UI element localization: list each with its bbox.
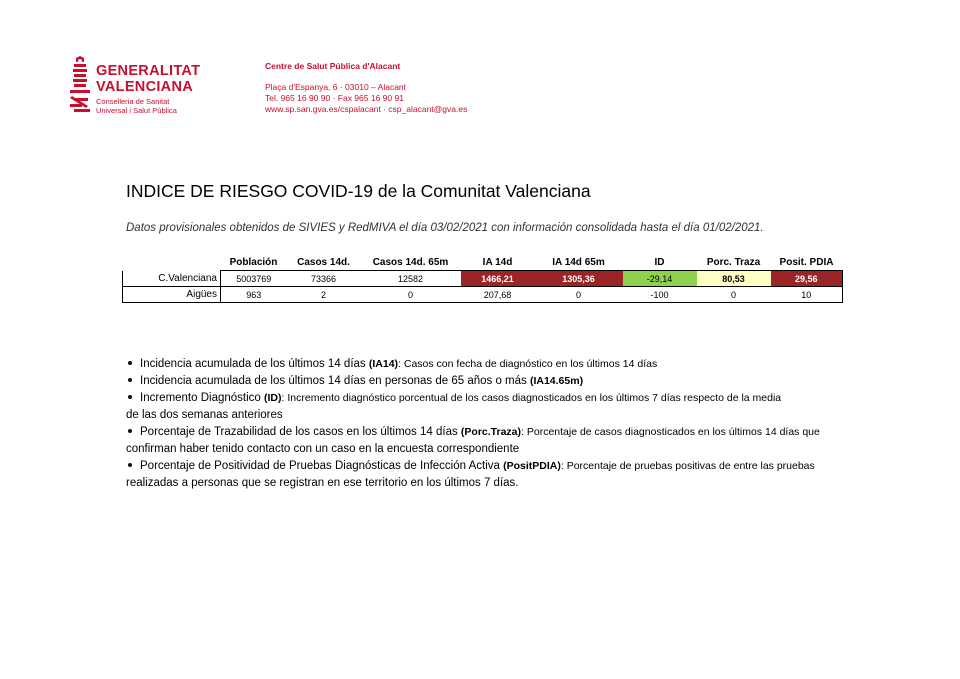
cell-id: -100: [623, 287, 697, 303]
cell-porc-traza: 0: [697, 287, 771, 303]
logo-sub2: Universal i Salut Pública: [96, 106, 177, 115]
header-porc-traza: Porc. Traza: [697, 254, 771, 271]
table-header-row: [123, 254, 843, 271]
list-item-continuation: [126, 407, 906, 424]
logo-sub1: Conselleria de Sanitat: [96, 97, 170, 106]
header-empty: [123, 254, 221, 271]
bullet-icon: [128, 463, 132, 467]
bullet-icon: [128, 395, 132, 399]
definition-cont: realizadas a personas que se registran en ese territorio en los últimos 7 días.: [126, 477, 519, 489]
risk-index-table: [122, 254, 843, 303]
header-casos14d: Casos 14d.: [287, 254, 361, 271]
header-posit-pdia: Posit. PDIA: [771, 254, 843, 271]
logo-line2: VALENCIANA: [96, 79, 193, 95]
cell-ia14d: 207,68: [461, 287, 535, 303]
cell-ia14d65m: 0: [535, 287, 623, 303]
list-item: [126, 424, 906, 441]
definition-desc: : Casos con fecha de diagnóstico en los últimos 14 días: [398, 358, 658, 370]
definition-text: Porcentaje de Trazabilidad de los casos en los últimos 14 días: [140, 426, 461, 438]
list-item-continuation: [126, 441, 906, 458]
header-poblacion: Población: [221, 254, 287, 271]
header-ia14d: IA 14d: [461, 254, 535, 271]
logo-line1: GENERALITAT: [96, 63, 201, 79]
cell-casos14d: 2: [287, 287, 361, 303]
definition-desc: : Incremento diagnóstico porcentual de los casos diagnosticados en los últimos 7 días respecto de la media: [281, 392, 782, 404]
generalitat-emblem-icon: [68, 56, 94, 112]
bullet-icon: [128, 429, 132, 433]
page-subtitle: Datos provisionales obtenidos de SIVIES y RedMIVA el día 03/02/2021 con información consolidada hasta el día 01/02/2021.: [126, 222, 764, 234]
row-label: Aigües: [123, 287, 221, 303]
center-contact-block: [265, 61, 467, 115]
definition-text: Incremento Diagnóstico: [140, 392, 265, 404]
definition-term: (Porc.Traza): [460, 426, 522, 438]
cell-id: -29,14: [623, 271, 697, 287]
row-label: C.Valenciana: [123, 271, 221, 287]
definition-desc: : Porcentaje de casos diagnosticados en los últimos 14 días que: [521, 426, 820, 438]
center-address: Plaça d'Espanya, 6 · 03010 – Alacant: [265, 82, 407, 92]
cell-casos14d65m: 12582: [361, 271, 461, 287]
cell-ia14d: 1466,21: [461, 271, 535, 287]
cell-casos14d: 73366: [287, 271, 361, 287]
definition-text: Incidencia acumulada de los últimos 14 días: [140, 358, 369, 370]
cell-poblacion: 5003769: [221, 271, 287, 287]
definition-text: Porcentaje de Positividad de Pruebas Diagnósticas de Infección Activa: [140, 460, 504, 472]
definition-term: (IA14.65m): [529, 375, 584, 387]
cell-posit-pdia: 29,56: [771, 271, 843, 287]
definition-cont: confirman haber tenido contacto con un caso en la encuesta correspondiente: [126, 443, 520, 455]
bullet-icon: [128, 361, 132, 365]
definition-term: (ID): [264, 392, 282, 404]
header-id: ID: [623, 254, 697, 271]
list-item: [126, 390, 906, 407]
center-web-link[interactable]: www.sp.san.gva.es/cspalacant · csp_alacant@gva.es: [265, 104, 468, 114]
definition-desc: : Porcentaje de pruebas positivas de entre las pruebas: [560, 460, 815, 472]
header-casos14d65m: Casos 14d. 65m: [361, 254, 461, 271]
bullet-icon: [128, 378, 132, 382]
table-row: [123, 271, 843, 287]
definition-term: (PositPDIA): [503, 460, 561, 472]
page-title: INDICE DE RIESGO COVID-19 de la Comunitat Valenciana: [126, 181, 591, 201]
definition-text: Incidencia acumulada de los últimos 14 días en personas de 65 años o más: [140, 375, 530, 387]
definition-term: (IA14): [368, 358, 399, 370]
cell-porc-traza: 80,53: [697, 271, 771, 287]
cell-casos14d65m: 0: [361, 287, 461, 303]
cell-poblacion: 963: [221, 287, 287, 303]
cell-posit-pdia: 10: [771, 287, 843, 303]
header-ia14d65m: IA 14d 65m: [535, 254, 623, 271]
list-item-continuation: [126, 475, 906, 492]
list-item: [126, 458, 906, 475]
list-item: [126, 356, 906, 373]
center-name: Centre de Salut Pública d'Alacant: [265, 61, 401, 71]
table-row: [123, 287, 843, 303]
list-item: [126, 373, 906, 390]
center-phone: Tel. 965 16 90 90 · Fax 965 16 90 91: [265, 93, 404, 103]
cell-ia14d65m: 1305,36: [535, 271, 623, 287]
generalitat-logo: [68, 56, 218, 118]
definition-cont: de las dos semanas anteriores: [126, 409, 283, 421]
definitions-list: [126, 356, 906, 492]
